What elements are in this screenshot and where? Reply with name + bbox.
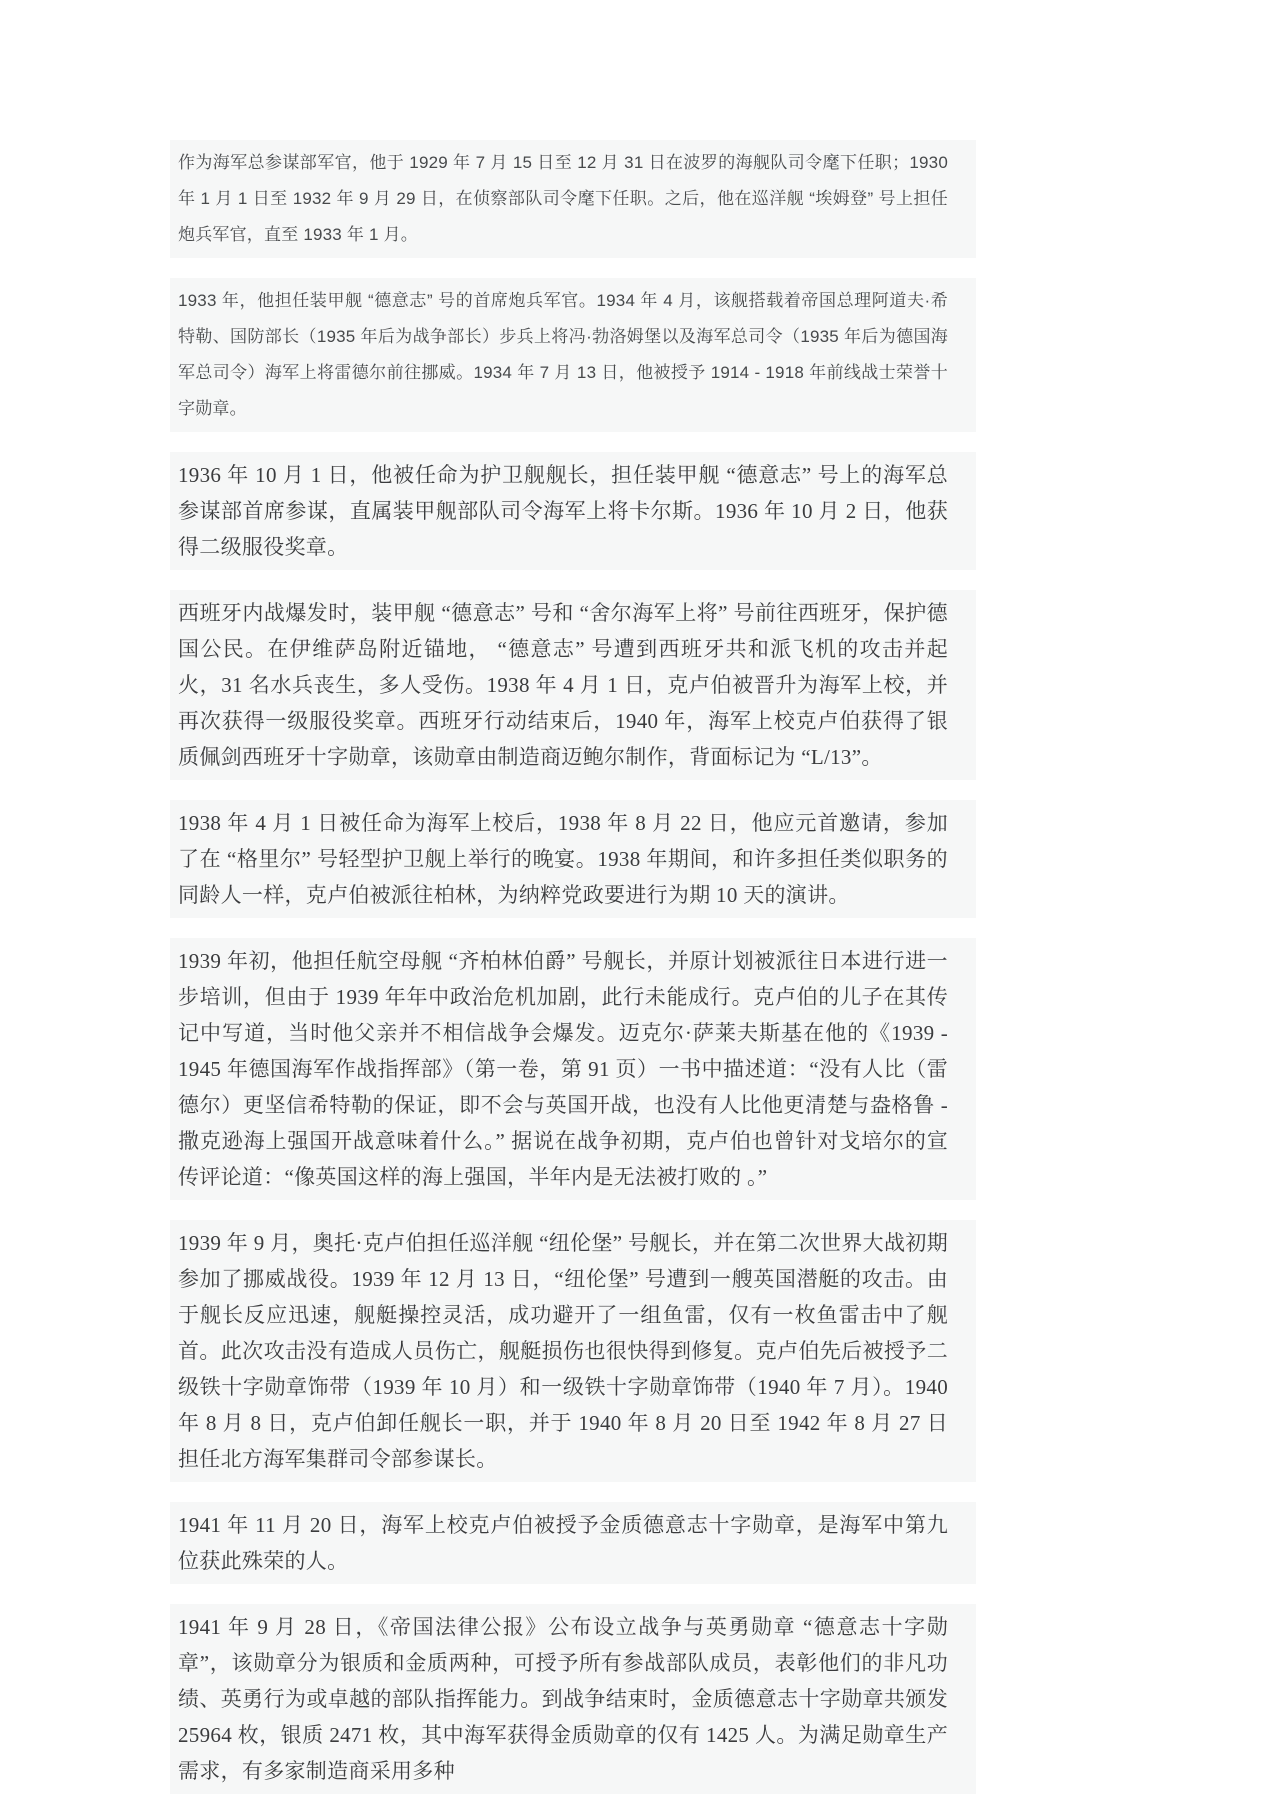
paragraph-8-german-cross-award: 1941 年 11 月 20 日，海军上校克卢伯被授予金质德意志十字勋章，是海军中第九位获此殊荣的人。 [170, 1502, 976, 1584]
paragraph-3-appointment-1936: 1936 年 10 月 1 日，他被任命为护卫舰舰长，担任装甲舰 “德意志” 号上的海军总参谋部首席参谋，直属装甲舰部队司令海军上将卡尔斯。1936 年 10 月 2 日，他获得二级服役奖章。 [170, 452, 976, 570]
paragraph-7-nuernberg-captain: 1939 年 9 月，奥托·克卢伯担任巡洋舰 “纽伦堡” 号舰长，并在第二次世界大战初期参加了挪威战役。1939 年 12 月 13 日，“纽伦堡” 号遭到一艘英国潜艇的攻击。由于舰长反应迅速，舰艇操控灵活，成功避开了一组鱼雷，仅有一枚鱼雷击中了舰首。此次攻击没有造成人员伤亡，舰艇损伤也很快得到修复。克卢伯先后被授予二级铁十字勋章饰带（1939 年 10 月）和一级铁十字勋章饰带（1940 年 7 月）。1940 年 8 月 8 日，克卢伯卸任舰长一职，并于 1940 年 8 月 20 日至 1942 年 8 月 27 日担任北方海军集群司令部参谋长。 [170, 1220, 976, 1482]
paragraph-2-deutschland-1933: 1933 年，他担任装甲舰 “德意志” 号的首席炮兵军官。1934 年 4 月，该舰搭载着帝国总理阿道夫·希特勒、国防部长（1935 年后为战争部长）步兵上将冯·勃洛姆堡以及海军总司令（1935 年后为德国海军总司令）海军上将雷德尔前往挪威。1934 年 7 月 13 日，他被授予 1914 - 1918 年前线战士荣誉十字勋章。 [170, 278, 976, 432]
paragraph-4-spanish-civil-war: 西班牙内战爆发时，装甲舰 “德意志” 号和 “舍尔海军上将” 号前往西班牙，保护德国公民。在伊维萨岛附近锚地， “德意志” 号遭到西班牙共和派飞机的攻击并起火，31 名水兵丧生，多人受伤。1938 年 4 月 1 日，克卢伯被晋升为海军上校，并再次获得一级服役奖章。西班牙行动结束后，1940 年，海军上校克卢伯获得了银质佩剑西班牙十字勋章，该勋章由制造商迈鲍尔制作，背面标记为 “L/13”。 [170, 590, 976, 780]
paragraph-9-german-cross-decree: 1941 年 9 月 28 日，《帝国法律公报》公布设立战争与英勇勋章 “德意志十字勋章”，该勋章分为银质和金质两种，可授予所有参战部队成员，表彰他们的非凡功绩、英勇行为或卓越的部队指挥能力。到战争结束时，金质德意志十字勋章共颁发 25964 枚，银质 2471 枚，其中海军获得金质勋章的仅有 1425 人。为满足勋章生产需求，有多家制造商采用多种 [170, 1604, 976, 1794]
paragraph-1-career-1929: 作为海军总参谋部军官，他于 1929 年 7 月 15 日至 12 月 31 日在波罗的海舰队司令麾下任职；1930 年 1 月 1 日至 1932 年 9 月 29 日，在侦察部队司令麾下任职。之后，他在巡洋舰 “埃姆登” 号上担任炮兵军官，直至 1933 年 1 月。 [170, 140, 976, 258]
document-content [170, 140, 976, 1800]
paragraph-5-promotion-1938: 1938 年 4 月 1 日被任命为海军上校后，1938 年 8 月 22 日，他应元首邀请，参加了在 “格里尔” 号轻型护卫舰上举行的晚宴。1938 年期间，和许多担任类似职务的同龄人一样，克卢伯被派往柏林，为纳粹党政要进行为期 10 天的演讲。 [170, 800, 976, 918]
paragraph-6-graf-zeppelin-1939: 1939 年初，他担任航空母舰 “齐柏林伯爵” 号舰长，并原计划被派往日本进行进一步培训，但由于 1939 年年中政治危机加剧，此行未能成行。克卢伯的儿子在其传记中写道，当时他父亲并不相信战争会爆发。迈克尔·萨莱夫斯基在他的《1939 - 1945 年德国海军作战指挥部》（第一卷，第 91 页）一书中描述道：“没有人比（雷德尔）更坚信希特勒的保证，即不会与英国开战，也没有人比他更清楚与盎格鲁 - 撒克逊海上强国开战意味着什么。” 据说在战争初期，克卢伯也曾针对戈培尔的宣传评论道：“像英国这样的海上强国，半年内是无法被打败的 。” [170, 938, 976, 1200]
